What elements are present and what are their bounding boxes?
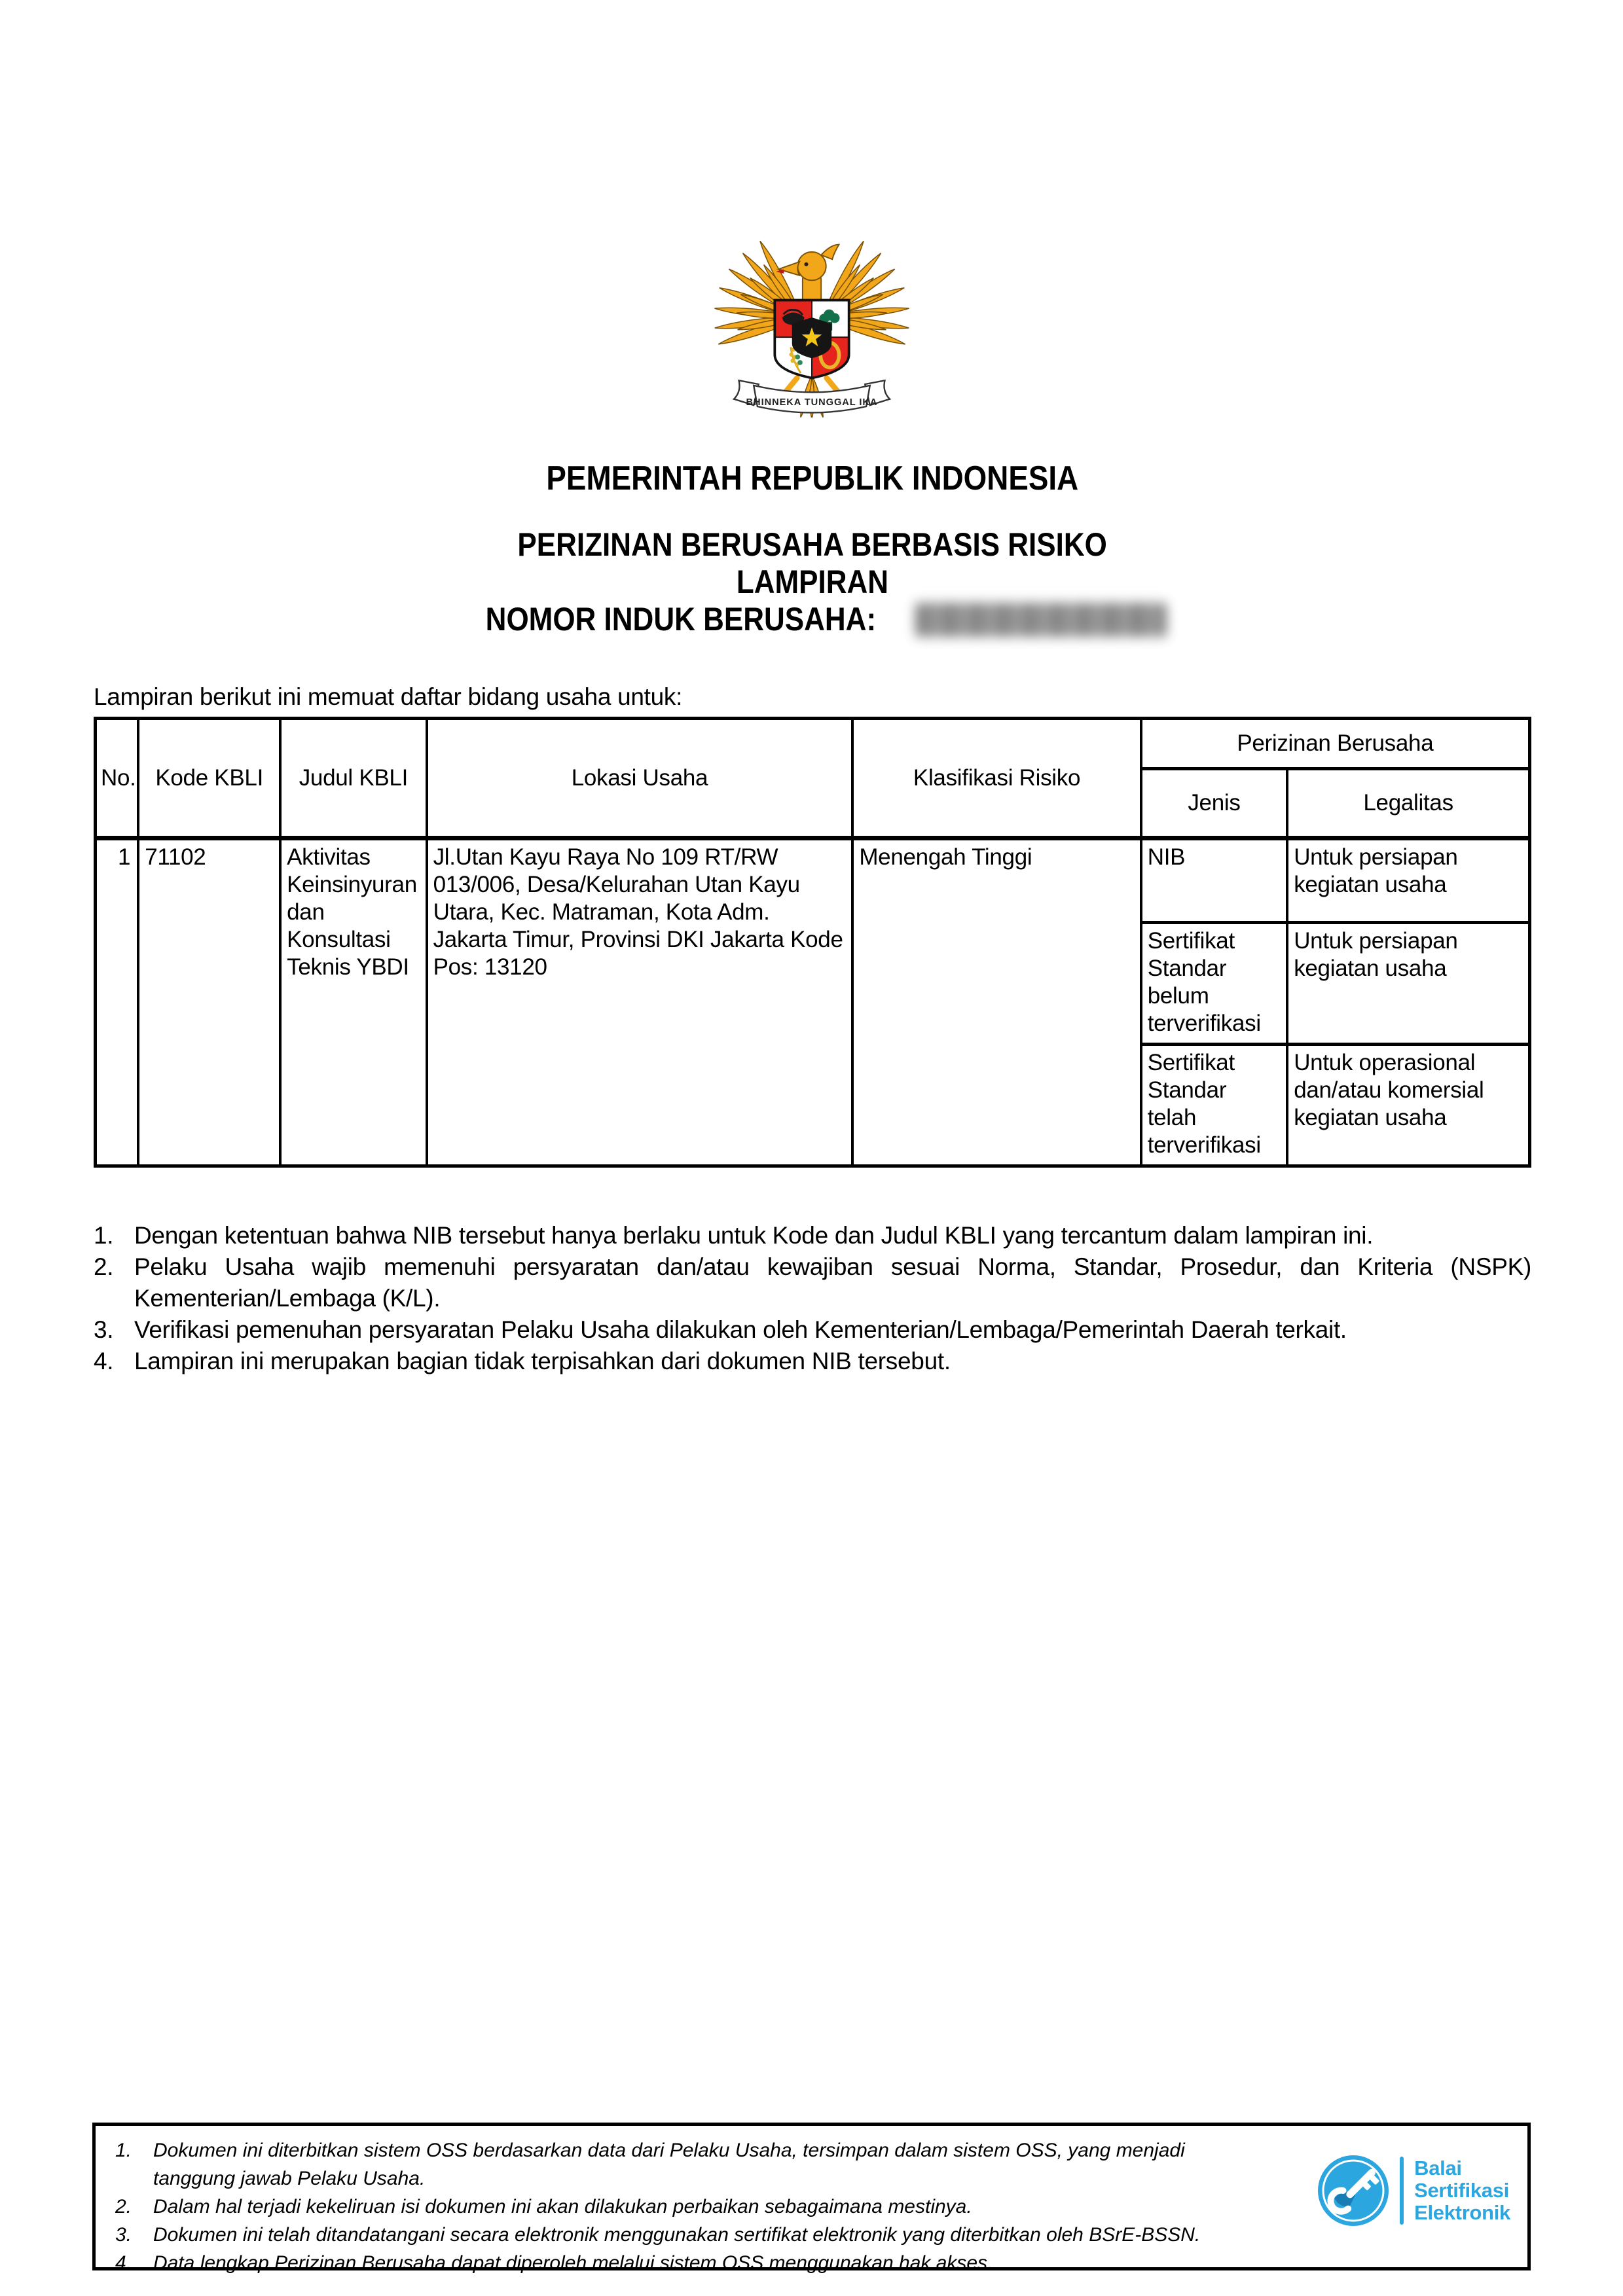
garuda-svg xyxy=(704,195,920,418)
nib-line xyxy=(94,601,1531,638)
col-header-no: No. xyxy=(96,719,139,838)
garuda-pancasila-emblem xyxy=(704,195,920,418)
pancasila-shield xyxy=(775,300,848,378)
item-text: Dalam hal terjadi kekeliruan isi dokumen ini akan dilakukan perbaikan sebagaimana mestinya. xyxy=(153,2196,972,2217)
logo-text xyxy=(1414,2157,1510,2224)
document-title xyxy=(94,526,1531,638)
business-fields-table xyxy=(94,717,1531,1168)
list-item xyxy=(94,1314,1531,1346)
cell-jenis-ss-belum: Sertifikat Standar belum terverifikasi xyxy=(1141,923,1287,1045)
notes-list xyxy=(94,1220,1531,1377)
item-number: 1. xyxy=(94,1222,114,1249)
item-number: 4. xyxy=(115,2252,132,2274)
item-text: Data lengkap Perizinan Berusaha dapat diperoleh melalui sistem OSS menggunakan hak akses. xyxy=(153,2252,993,2274)
cell-kode-kbli: 71102 xyxy=(138,838,280,1166)
nib-label: NOMOR INDUK BERUSAHA: xyxy=(485,601,877,637)
list-item xyxy=(94,1220,1531,1251)
nib-number-redacted xyxy=(916,603,1166,637)
key-icon xyxy=(1317,2155,1389,2227)
bsre-logo xyxy=(1317,2155,1510,2227)
cell-klasifikasi-risiko: Menengah Tinggi xyxy=(852,838,1140,1166)
item-text: Dokumen ini telah ditandatangani secara elektronik menggunakan sertifikat elektronik yang diterbitkan oleh BSrE-BSSN. xyxy=(153,2224,1201,2246)
list-item xyxy=(94,1346,1531,1377)
col-header-perizinan-berusaha: Perizinan Berusaha xyxy=(1141,719,1530,769)
cell-judul-kbli: Aktivitas Keinsinyuran dan Konsultasi Teknis YBDI xyxy=(280,838,426,1166)
government-title: PEMERINTAH REPUBLIK INDONESIA xyxy=(546,459,1079,497)
doc-subtitle-line: LAMPIRAN xyxy=(736,564,889,600)
table-row xyxy=(96,838,1530,923)
footer-notes-list xyxy=(115,2136,1264,2277)
col-header-judul-kbli: Judul KBLI xyxy=(280,719,426,838)
item-number: 2. xyxy=(94,1253,114,1280)
col-header-legalitas: Legalitas xyxy=(1287,769,1529,838)
logo-line-3: Elektronik xyxy=(1414,2201,1510,2224)
item-text: Pelaku Usaha wajib memenuhi persyaratan dan/atau kewajiban sesuai Norma, Standar, Prosedur, dan Kriteria (NSPK) Kementerian/Lembaga (K/L). xyxy=(134,1253,1531,1312)
motto-text: BHINNEKA TUNGGAL IKA xyxy=(746,397,877,408)
logo-divider xyxy=(1400,2157,1404,2225)
item-text: Dengan ketentuan bahwa NIB tersebut hanya berlaku untuk Kode dan Judul KBLI yang tercantum dalam lampiran ini. xyxy=(134,1222,1374,1249)
intro-text: Lampiran berikut ini memuat daftar bidang usaha untuk: xyxy=(94,683,683,710)
list-item xyxy=(94,1251,1531,1314)
cell-jenis-nib: NIB xyxy=(1141,838,1287,923)
col-header-klasifikasi-risiko: Klasifikasi Risiko xyxy=(852,719,1140,838)
item-number: 3. xyxy=(115,2224,132,2246)
footer-list-item xyxy=(115,2249,1264,2277)
cell-legalitas-ss-belum: Untuk persiapan kegiatan usaha xyxy=(1287,923,1529,1045)
footer-list-item xyxy=(115,2136,1264,2193)
item-text: Verifikasi pemenuhan persyaratan Pelaku Usaha dilakukan oleh Kementerian/Lembaga/Pemerintah Daerah terkait. xyxy=(134,1316,1347,1343)
item-text: Dokumen ini diterbitkan sistem OSS berdasarkan data dari Pelaku Usaha, tersimpan dalam sistem OSS, yang menjadi tanggung jawab Pelaku Usaha. xyxy=(153,2140,1185,2189)
cell-lokasi-usaha: Jl.Utan Kayu Raya No 109 RT/RW 013/006, Desa/Kelurahan Utan Kayu Utara, Kec. Matraman, Kota Adm. Jakarta Timur, Provinsi DKI Jakarta Kode Pos: 13120 xyxy=(427,838,853,1166)
item-number: 2. xyxy=(115,2196,132,2217)
logo-line-1: Balai xyxy=(1414,2157,1462,2179)
item-text: Lampiran ini merupakan bagian tidak terpisahkan dari dokumen NIB tersebut. xyxy=(134,1348,951,1374)
cell-legalitas-ss-telah: Untuk operasional dan/atau komersial kegiatan usaha xyxy=(1287,1045,1529,1166)
footer-list-item xyxy=(115,2193,1264,2221)
cell-legalitas-nib: Untuk persiapan kegiatan usaha xyxy=(1287,838,1529,923)
doc-title-line: PERIZINAN BERUSAHA BERBASIS RISIKO xyxy=(517,526,1108,563)
logo-line-2: Sertifikasi xyxy=(1414,2179,1509,2202)
footer-list-item xyxy=(115,2221,1264,2249)
title-block xyxy=(0,458,1623,638)
col-header-jenis: Jenis xyxy=(1141,769,1287,838)
item-number: 4. xyxy=(94,1348,114,1374)
cell-jenis-ss-telah: Sertifikat Standar telah terverifikasi xyxy=(1141,1045,1287,1166)
col-header-kode-kbli: Kode KBLI xyxy=(138,719,280,838)
item-number: 3. xyxy=(94,1316,114,1343)
footer-disclaimer-box xyxy=(92,2123,1531,2274)
col-header-lokasi-usaha: Lokasi Usaha xyxy=(427,719,853,838)
item-number: 1. xyxy=(115,2140,132,2161)
cell-no: 1 xyxy=(96,838,139,1166)
